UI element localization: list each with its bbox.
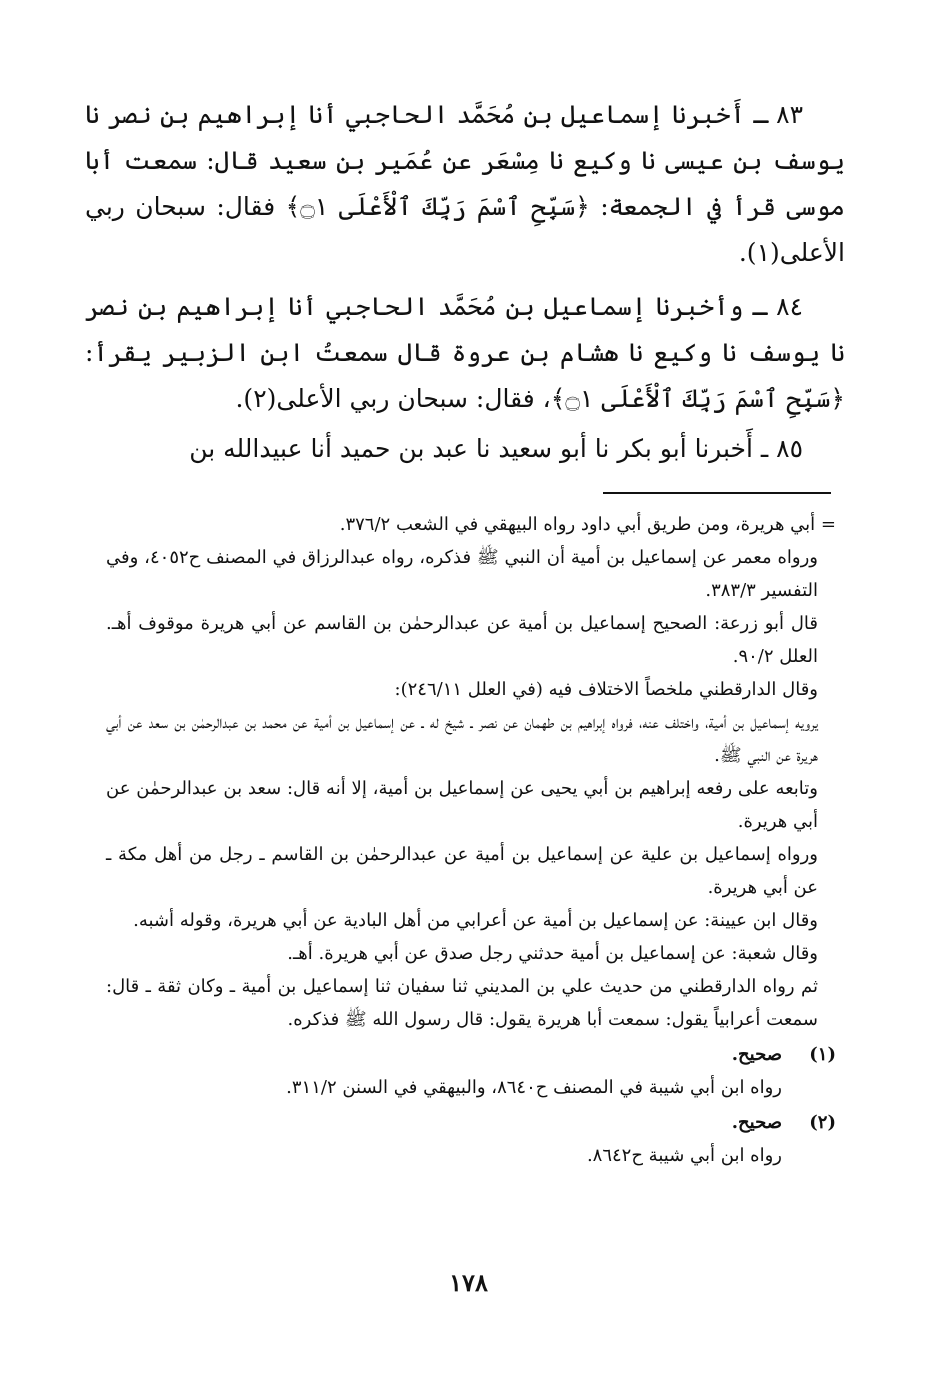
hadith-84: ٨٤ ـ وأخبرنا إسماعيل بن مُحَمَّد الحاجبي أنا إبراهيم بن نصر نا يوسف نا وكيع نا هشام بن عروة قال سمعتُ ابن الزبير يقرأ: ﴿سَبِّحِ ٱسْمَ رَبِّكَ ٱلْأَعْلَى ۝١﴾، فقال: سبحان ربي الأعلى(٢). xyxy=(85,292,845,413)
footnote-1-detail: رواه ابن أبي شيبة في المصنف ح٨٦٤٠، والبيهقي في السنن ٣١١/٢. xyxy=(286,1077,782,1098)
footnote-divider xyxy=(603,492,831,494)
hadith-83: ٨٣ ـ أَخبرنا إسماعيل بن مُحَمَّد الحاجبي أنا إبراهيم بن نصر نا يوسف بن عيسى نا وكيع نا مِسْعَر عن عُمَير بن سعيد قال: سمعت أبا موسى قرأ في الجمعة: ﴿سَبِّحِ ٱسْمَ رَبِّكَ ٱلْأَعْلَى ۝١﴾ فقال: سبحان ربي الأعلى(١). xyxy=(85,100,846,267)
footnote-number: (٢) xyxy=(809,1112,836,1133)
footnote-continuation-2: ورواه معمر عن إسماعيل بن أمية أن النبي ﷺ فذكره، رواه عبدالرزاق في المصنف ح٤٠٥٢، وفي التفسير ٣٨٣/٣. xyxy=(106,547,818,601)
footnote-grade: صحيح. xyxy=(731,1044,782,1065)
footnote-continuation-9: وقال شعبة: عن إسماعيل بن أمية حدثني رجل صدق عن أبي هريرة. أهـ. xyxy=(287,943,818,964)
page-number: ١٧٨ xyxy=(449,1268,488,1297)
footnote-2 xyxy=(106,1106,836,1139)
footnote-1 xyxy=(106,1038,836,1071)
footnote-continuation-1: = أبي هريرة، ومن طريق أبي داود رواه البيهقي في الشعب ٣٧٦/٢. xyxy=(339,514,836,535)
footnote-number: (١) xyxy=(809,1044,836,1065)
footnote-continuation-7: ورواه إسماعيل بن علية عن إسماعيل بن أمية عن عبدالرحمٰن بن القاسم ـ رجل من أهل مكة ـ عن أبي هريرة. xyxy=(106,844,818,898)
footnote-continuation-8: وقال ابن عيينة: عن إسماعيل بن أمية عن أعرابي من أهل البادية عن أبي هريرة، وقوله أشبه. xyxy=(133,910,818,931)
footnote-continuation-10: ثم رواه الدارقطني من حديث علي بن المديني ثنا سفيان ثنا إسماعيل بن أمية ـ وكان ثقة ـ قال: سمعت أعرابياً يقول: سمعت أبا هريرة يقول: قال رسول الله ﷺ فذكره. xyxy=(106,976,818,1030)
footnotes-section xyxy=(106,508,836,1172)
footnote-continuation-6: وتابعه على رفعه إبراهيم بن أبي يحيى عن إسماعيل بن أمية، إلا أنه قال: سعد بن عبدالرحمٰن عن أبي هريرة. xyxy=(106,778,818,832)
footnote-2-detail: رواه ابن أبي شيبة ح٨٦٤٢. xyxy=(586,1145,782,1166)
hadith-text-block xyxy=(85,92,845,476)
footnote-continuation-4: وقال الدارقطني ملخصاً الاختلاف فيه (في العلل ٢٤٦/١١): xyxy=(394,679,818,700)
hadith-85-start: ٨٥ ـ أَخبرنا أبو بكر نا أبو سعيد نا عبد بن حميد أنا عبيدالله بن xyxy=(189,434,803,463)
footnote-continuation-3: قال أبو زرعة: الصحيح إسماعيل بن أمية عن عبدالرحمٰن بن القاسم عن أبي هريرة موقوف أهـ. العلل ٩٠/٢. xyxy=(106,613,818,667)
footnote-grade: صحيح. xyxy=(731,1112,782,1133)
footnote-continuation-5: يرويه إسماعيل بن أمية، واختلف عنه، فرواه إبراهيم بن طهمان عن نصر ـ شيخ له ـ عن إسماعيل بن أمية عن محمد بن عبدالرحمٰن بن سعد عن أبي هريرة عن النبي ﷺ. xyxy=(106,712,818,766)
